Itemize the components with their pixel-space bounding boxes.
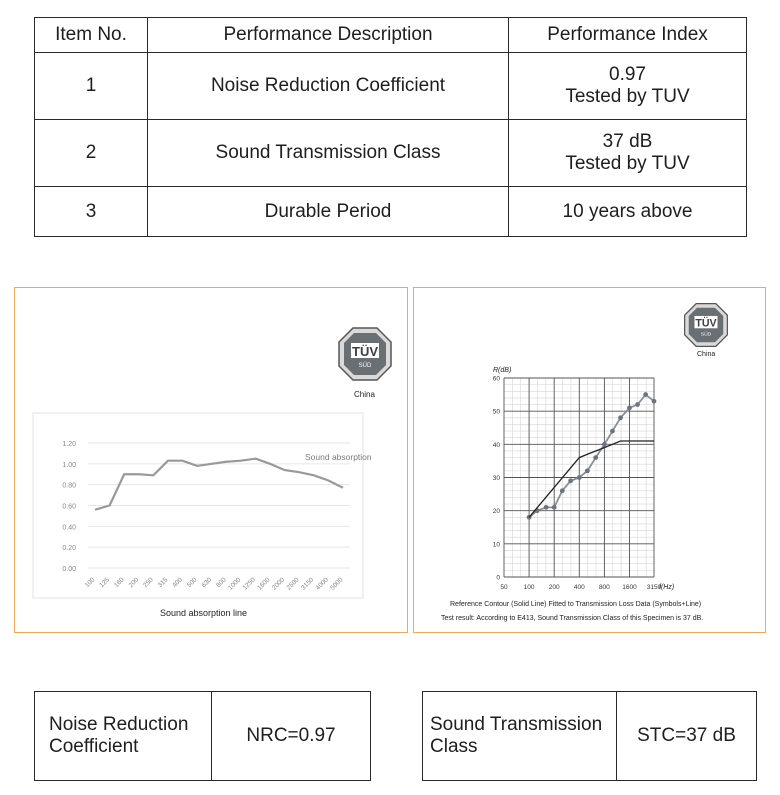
transmission-loss-point — [585, 468, 590, 473]
nrc-summary-label: Noise Reduction Coefficient — [35, 692, 212, 781]
x-tick-label: 1600 — [256, 576, 272, 592]
transmission-loss-point — [544, 505, 549, 510]
item-no-cell: 2 — [35, 120, 148, 187]
tuv-logo-icon — [683, 302, 729, 348]
table-row — [35, 53, 747, 120]
y-tick-label: 0.40 — [62, 524, 76, 532]
x-tick-label: 400 — [171, 576, 184, 590]
y-axis-label: R(dB) — [493, 367, 512, 374]
x-tick-label: 800 — [598, 584, 610, 591]
x-tick-label: 125 — [98, 576, 112, 590]
header-item-no: Item No. — [35, 18, 148, 53]
x-tick-label: 800 — [215, 576, 228, 590]
x-axis-label: f(Hz) — [659, 584, 675, 591]
sound-absorption-report — [14, 287, 408, 633]
transmission-loss-point — [552, 505, 557, 510]
tuv-region-label: China — [697, 351, 716, 358]
y-tick-label: 0.20 — [62, 545, 76, 553]
nrc-summary-value: NRC=0.97 — [212, 692, 371, 781]
x-tick-label: 160 — [112, 576, 126, 590]
x-tick-label: 4000 — [314, 576, 330, 592]
y-tick-label: 20 — [492, 508, 500, 516]
transmission-loss-point — [643, 392, 648, 397]
y-tick-label: 10 — [492, 541, 500, 549]
description-cell: Noise Reduction Coefficient — [148, 53, 509, 120]
item-no-cell: 3 — [35, 187, 148, 237]
index-cell — [509, 120, 747, 187]
x-tick-label: 3150 — [300, 576, 316, 592]
transmission-loss-point — [593, 455, 598, 460]
performance-table — [34, 17, 747, 237]
y-tick-label: 50 — [492, 408, 500, 416]
stc-summary-label: Sound Transmission Class — [423, 692, 617, 781]
y-tick-label: 0 — [496, 574, 500, 582]
chart-legend: Sound absorption — [305, 452, 372, 462]
stc-summary-value: STC=37 dB — [617, 692, 757, 781]
x-tick-label: 5000 — [329, 576, 345, 592]
header-performance-index: Performance Index — [509, 18, 747, 53]
x-tick-label: 2500 — [285, 576, 301, 592]
sound-absorption-line — [95, 459, 343, 510]
index-value: 0.97 — [609, 64, 646, 85]
x-tick-label: 100 — [83, 576, 97, 590]
chart-caption: Sound absorption line — [160, 608, 248, 618]
transmission-loss-point — [652, 399, 657, 404]
x-tick-label: 100 — [523, 584, 535, 591]
transmission-loss-point — [610, 429, 615, 434]
y-tick-label: 0.00 — [62, 566, 76, 573]
transmission-loss-point — [627, 405, 632, 410]
y-tick-label: 1.20 — [62, 441, 76, 448]
tuv-logo-text: TÜV — [352, 344, 378, 359]
tuv-logo-icon — [337, 326, 393, 382]
x-tick-label: 2000 — [270, 576, 287, 592]
index-cell — [509, 53, 747, 120]
x-tick-label: 1600 — [622, 584, 637, 591]
y-tick-label: 0.60 — [62, 503, 76, 511]
y-tick-label: 30 — [492, 475, 500, 482]
table-row — [35, 120, 747, 187]
transmission-loss-point — [602, 442, 607, 447]
item-no-cell: 1 — [35, 53, 148, 120]
x-tick-label: 250 — [142, 576, 155, 590]
index-value: 37 dB — [602, 131, 653, 152]
x-tick-label: 630 — [200, 576, 214, 590]
x-tick-label: 50 — [500, 584, 508, 591]
test-result: Test result: According to E413, Sound Transmission Class of this Specimen is 37 dB. — [441, 615, 704, 622]
transmission-loss-point — [577, 475, 582, 480]
x-tick-label: 1250 — [241, 576, 257, 592]
table-row — [35, 187, 747, 237]
tuv-logo-text: TÜV — [695, 317, 717, 330]
transmission-loss-point — [635, 402, 640, 407]
transmission-loss-point — [568, 478, 573, 483]
description-cell: Durable Period — [148, 187, 509, 237]
transmission-loss-line — [529, 395, 654, 518]
index-note: Tested by TUV — [565, 153, 690, 174]
y-tick-label: 60 — [492, 375, 500, 383]
x-tick-label: 200 — [127, 576, 141, 590]
tuv-logo-subtext: SÜD — [700, 332, 712, 338]
nrc-summary-box — [34, 691, 371, 781]
x-tick-label: 1000 — [227, 576, 243, 592]
x-tick-label: 3150 — [646, 584, 662, 591]
tuv-region-label: China — [354, 390, 375, 399]
x-tick-label: 400 — [573, 584, 585, 591]
table-header-row — [35, 18, 747, 53]
description-cell: Sound Transmission Class — [148, 120, 509, 187]
x-tick-label: 200 — [548, 584, 560, 591]
stc-summary-box — [422, 691, 757, 781]
header-performance-description: Performance Description — [148, 18, 509, 53]
y-tick-label: 1.00 — [62, 461, 76, 469]
transmission-loss-point — [560, 488, 565, 493]
x-tick-label: 500 — [185, 576, 199, 590]
tuv-logo-subtext: SÜD — [358, 363, 372, 369]
index-note: Tested by TUV — [565, 86, 690, 107]
chart-note: Reference Contour (Solid Line) Fitted to Transmission Loss Data (Symbols+Line) — [450, 601, 702, 608]
x-tick-label: 315 — [156, 576, 170, 590]
index-cell: 10 years above — [509, 187, 747, 237]
y-tick-label: 0.80 — [62, 482, 76, 490]
transmission-loss-point — [618, 415, 623, 420]
sound-transmission-report — [413, 287, 766, 633]
y-tick-label: 40 — [492, 441, 500, 449]
